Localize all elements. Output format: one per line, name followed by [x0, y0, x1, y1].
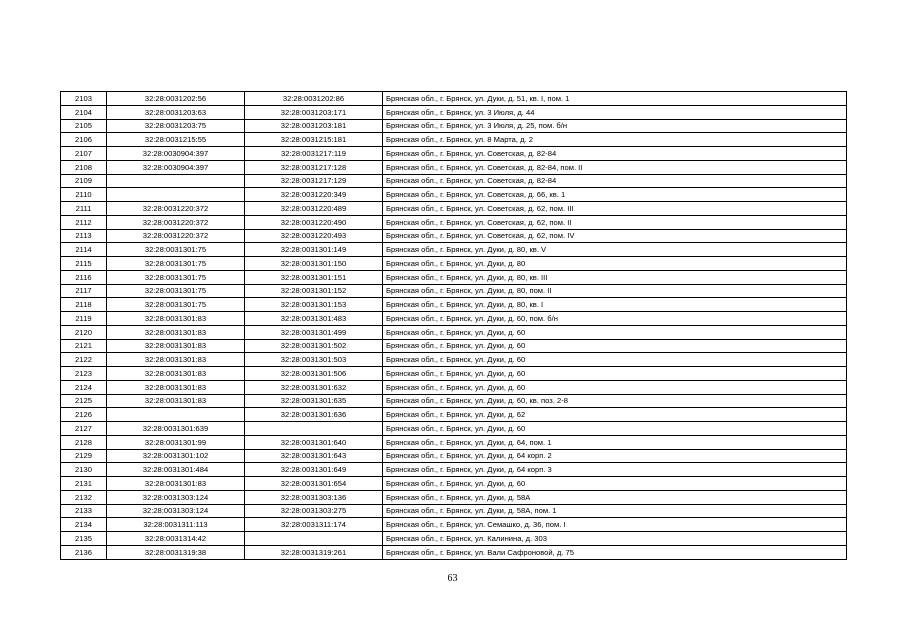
land-cadastral-number-cell: 32:28:0031220:372 — [107, 202, 245, 216]
row-number-cell: 2136 — [61, 545, 107, 559]
table-row — [61, 449, 847, 463]
land-cadastral-number-cell: 32:28:0031301:99 — [107, 435, 245, 449]
object-cadastral-number-cell: 32:28:0031301:149 — [245, 243, 383, 257]
table-row — [61, 545, 847, 559]
address-cell: Брянская обл., г. Брянск, ул. Дуки, д. 60, пом. б/н — [383, 312, 847, 326]
address-cell: Брянская обл., г. Брянск, ул. Дуки, д. 58А — [383, 490, 847, 504]
row-number-cell: 2134 — [61, 518, 107, 532]
land-cadastral-number-cell: 32:28:0031301:639 — [107, 422, 245, 436]
land-cadastral-number-cell — [107, 188, 245, 202]
cadastral-table — [60, 91, 847, 560]
object-cadastral-number-cell: 32:28:0031217:128 — [245, 160, 383, 174]
address-cell: Брянская обл., г. Брянск, ул. Вали Сафроновой, д. 75 — [383, 545, 847, 559]
object-cadastral-number-cell: 32:28:0031301:654 — [245, 477, 383, 491]
address-cell: Брянская обл., г. Брянск, ул. Дуки, д. 60 — [383, 422, 847, 436]
object-cadastral-number-cell: 32:28:0031301:151 — [245, 270, 383, 284]
address-cell: Брянская обл., г. Брянск, ул. Дуки, д. 60 — [383, 353, 847, 367]
address-cell: Брянская обл., г. Брянск, ул. Дуки, д. 64 корп. 2 — [383, 449, 847, 463]
row-number-cell: 2124 — [61, 380, 107, 394]
object-cadastral-number-cell: 32:28:0031301:649 — [245, 463, 383, 477]
address-cell: Брянская обл., г. Брянск, ул. Советская, д. 62, пом. III — [383, 202, 847, 216]
land-cadastral-number-cell: 32:28:0031301:484 — [107, 463, 245, 477]
table-row — [61, 490, 847, 504]
object-cadastral-number-cell: 32:28:0031301:506 — [245, 367, 383, 381]
address-cell: Брянская обл., г. Брянск, ул. Дуки, д. 60 — [383, 339, 847, 353]
land-cadastral-number-cell: 32:28:0031301:83 — [107, 353, 245, 367]
address-cell: Брянская обл., г. Брянск, ул. Дуки, д. 64, пом. 1 — [383, 435, 847, 449]
table-row — [61, 380, 847, 394]
table-body — [61, 92, 847, 560]
address-cell: Брянская обл., г. Брянск, ул. Дуки, д. 62 — [383, 408, 847, 422]
object-cadastral-number-cell: 32:28:0031203:181 — [245, 119, 383, 133]
object-cadastral-number-cell: 32:28:0031301:643 — [245, 449, 383, 463]
row-number-cell: 2135 — [61, 532, 107, 546]
object-cadastral-number-cell: 32:28:0031301:483 — [245, 312, 383, 326]
address-cell: Брянская обл., г. Брянск, ул. Дуки, д. 80, пом. II — [383, 284, 847, 298]
object-cadastral-number-cell: 32:28:0031215:181 — [245, 133, 383, 147]
row-number-cell: 2128 — [61, 435, 107, 449]
address-cell: Брянская обл., г. Брянск, ул. Дуки, д. 60, кв. поз. 2-8 — [383, 394, 847, 408]
table-row — [61, 312, 847, 326]
object-cadastral-number-cell: 32:28:0031301:636 — [245, 408, 383, 422]
table-row — [61, 270, 847, 284]
address-cell: Брянская обл., г. Брянск, ул. Дуки, д. 60 — [383, 325, 847, 339]
land-cadastral-number-cell: 32:28:0031301:83 — [107, 367, 245, 381]
table-row — [61, 325, 847, 339]
page-number: 63 — [447, 573, 458, 584]
address-cell: Брянская обл., г. Брянск, ул. Калинина, д. 303 — [383, 532, 847, 546]
object-cadastral-number-cell: 32:28:0031303:136 — [245, 490, 383, 504]
table-row — [61, 257, 847, 271]
address-cell: Брянская обл., г. Брянск, ул. Советская, д. 66, кв. 1 — [383, 188, 847, 202]
object-cadastral-number-cell: 32:28:0031301:499 — [245, 325, 383, 339]
object-cadastral-number-cell: 32:28:0031301:503 — [245, 353, 383, 367]
table-row — [61, 160, 847, 174]
land-cadastral-number-cell: 32:28:0031220:372 — [107, 229, 245, 243]
table-row — [61, 133, 847, 147]
table-row — [61, 435, 847, 449]
land-cadastral-number-cell: 32:28:0031301:75 — [107, 257, 245, 271]
row-number-cell: 2104 — [61, 105, 107, 119]
object-cadastral-number-cell: 32:28:0031301:153 — [245, 298, 383, 312]
row-number-cell: 2109 — [61, 174, 107, 188]
land-cadastral-number-cell: 32:28:0031319:38 — [107, 545, 245, 559]
address-cell: Брянская обл., г. Брянск, ул. Дуки, д. 60 — [383, 477, 847, 491]
object-cadastral-number-cell: 32:28:0031301:150 — [245, 257, 383, 271]
object-cadastral-number-cell: 32:28:0031319:261 — [245, 545, 383, 559]
land-cadastral-number-cell: 32:28:0031301:102 — [107, 449, 245, 463]
row-number-cell: 2110 — [61, 188, 107, 202]
land-cadastral-number-cell: 32:28:0031301:75 — [107, 284, 245, 298]
row-number-cell: 2114 — [61, 243, 107, 257]
object-cadastral-number-cell: 32:28:0031311:174 — [245, 518, 383, 532]
table-row — [61, 229, 847, 243]
address-cell: Брянская обл., г. Брянск, ул. Дуки, д. 80, кв. V — [383, 243, 847, 257]
row-number-cell: 2106 — [61, 133, 107, 147]
table-row — [61, 394, 847, 408]
table-row — [61, 284, 847, 298]
land-cadastral-number-cell: 32:28:0031202:56 — [107, 92, 245, 106]
row-number-cell: 2112 — [61, 215, 107, 229]
land-cadastral-number-cell: 32:28:0031215:55 — [107, 133, 245, 147]
land-cadastral-number-cell: 32:28:0031303:124 — [107, 504, 245, 518]
table-row — [61, 532, 847, 546]
address-cell: Брянская обл., г. Брянск, ул. Дуки, д. 80 — [383, 257, 847, 271]
object-cadastral-number-cell — [245, 422, 383, 436]
land-cadastral-number-cell: 32:28:0031301:83 — [107, 325, 245, 339]
object-cadastral-number-cell: 32:28:0031202:86 — [245, 92, 383, 106]
row-number-cell: 2123 — [61, 367, 107, 381]
land-cadastral-number-cell: 32:28:0031301:83 — [107, 477, 245, 491]
table-row — [61, 477, 847, 491]
row-number-cell: 2113 — [61, 229, 107, 243]
row-number-cell: 2103 — [61, 92, 107, 106]
address-cell: Брянская обл., г. Брянск, ул. Советская, д. 82-84 — [383, 174, 847, 188]
land-cadastral-number-cell: 32:28:0031303:124 — [107, 490, 245, 504]
row-number-cell: 2108 — [61, 160, 107, 174]
row-number-cell: 2117 — [61, 284, 107, 298]
row-number-cell: 2126 — [61, 408, 107, 422]
object-cadastral-number-cell — [245, 532, 383, 546]
table-row — [61, 367, 847, 381]
table-row — [61, 518, 847, 532]
address-cell: Брянская обл., г. Брянск, ул. Дуки, д. 51, кв. I, пом. 1 — [383, 92, 847, 106]
address-cell: Брянская обл., г. Брянск, ул. Дуки, д. 60 — [383, 367, 847, 381]
address-cell: Брянская обл., г. Брянск, ул. 3 Июля, д. 25, пом. б/н — [383, 119, 847, 133]
address-cell: Брянская обл., г. Брянск, ул. Советская, д. 82-84 — [383, 147, 847, 161]
row-number-cell: 2118 — [61, 298, 107, 312]
object-cadastral-number-cell: 32:28:0031217:129 — [245, 174, 383, 188]
land-cadastral-number-cell: 32:28:0030904:397 — [107, 160, 245, 174]
row-number-cell: 2119 — [61, 312, 107, 326]
table-row — [61, 174, 847, 188]
land-cadastral-number-cell: 32:28:0030904:397 — [107, 147, 245, 161]
address-cell: Брянская обл., г. Брянск, ул. Дуки, д. 58А, пом. 1 — [383, 504, 847, 518]
address-cell: Брянская обл., г. Брянск, ул. 8 Марта, д. 2 — [383, 133, 847, 147]
land-cadastral-number-cell: 32:28:0031301:75 — [107, 243, 245, 257]
table-row — [61, 202, 847, 216]
table-row — [61, 243, 847, 257]
table-row — [61, 298, 847, 312]
address-cell: Брянская обл., г. Брянск, ул. Советская, д. 82-84, пом. II — [383, 160, 847, 174]
table-row — [61, 463, 847, 477]
land-cadastral-number-cell: 32:28:0031301:75 — [107, 298, 245, 312]
row-number-cell: 2121 — [61, 339, 107, 353]
table-row — [61, 147, 847, 161]
row-number-cell: 2115 — [61, 257, 107, 271]
row-number-cell: 2132 — [61, 490, 107, 504]
row-number-cell: 2116 — [61, 270, 107, 284]
object-cadastral-number-cell: 32:28:0031217:119 — [245, 147, 383, 161]
row-number-cell: 2122 — [61, 353, 107, 367]
table-row — [61, 92, 847, 106]
land-cadastral-number-cell: 32:28:0031301:83 — [107, 312, 245, 326]
row-number-cell: 2130 — [61, 463, 107, 477]
table-row — [61, 119, 847, 133]
object-cadastral-number-cell: 32:28:0031220:489 — [245, 202, 383, 216]
object-cadastral-number-cell: 32:28:0031301:635 — [245, 394, 383, 408]
land-cadastral-number-cell: 32:28:0031301:75 — [107, 270, 245, 284]
table-row — [61, 339, 847, 353]
land-cadastral-number-cell: 32:28:0031301:83 — [107, 394, 245, 408]
row-number-cell: 2127 — [61, 422, 107, 436]
land-cadastral-number-cell: 32:28:0031314:42 — [107, 532, 245, 546]
object-cadastral-number-cell: 32:28:0031220:493 — [245, 229, 383, 243]
object-cadastral-number-cell: 32:28:0031301:152 — [245, 284, 383, 298]
object-cadastral-number-cell: 32:28:0031303:275 — [245, 504, 383, 518]
table-row — [61, 353, 847, 367]
address-cell: Брянская обл., г. Брянск, ул. Дуки, д. 80, кв. III — [383, 270, 847, 284]
object-cadastral-number-cell: 32:28:0031301:502 — [245, 339, 383, 353]
table-row — [61, 408, 847, 422]
table-row — [61, 105, 847, 119]
address-cell: Брянская обл., г. Брянск, ул. 3 Июля, д. 44 — [383, 105, 847, 119]
table-row — [61, 504, 847, 518]
land-cadastral-number-cell: 32:28:0031301:83 — [107, 380, 245, 394]
row-number-cell: 2125 — [61, 394, 107, 408]
object-cadastral-number-cell: 32:28:0031203:171 — [245, 105, 383, 119]
address-cell: Брянская обл., г. Брянск, ул. Дуки, д. 64 корп. 3 — [383, 463, 847, 477]
table-row — [61, 188, 847, 202]
object-cadastral-number-cell: 32:28:0031220:349 — [245, 188, 383, 202]
land-cadastral-number-cell: 32:28:0031220:372 — [107, 215, 245, 229]
land-cadastral-number-cell: 32:28:0031301:83 — [107, 339, 245, 353]
row-number-cell: 2129 — [61, 449, 107, 463]
land-cadastral-number-cell — [107, 408, 245, 422]
land-cadastral-number-cell: 32:28:0031203:75 — [107, 119, 245, 133]
address-cell: Брянская обл., г. Брянск, ул. Семашко, д. 36, пом. I — [383, 518, 847, 532]
land-cadastral-number-cell: 32:28:0031311:113 — [107, 518, 245, 532]
object-cadastral-number-cell: 32:28:0031220:490 — [245, 215, 383, 229]
land-cadastral-number-cell: 32:28:0031203:63 — [107, 105, 245, 119]
table-row — [61, 215, 847, 229]
address-cell: Брянская обл., г. Брянск, ул. Советская, д. 62, пом. IV — [383, 229, 847, 243]
object-cadastral-number-cell: 32:28:0031301:640 — [245, 435, 383, 449]
row-number-cell: 2120 — [61, 325, 107, 339]
row-number-cell: 2133 — [61, 504, 107, 518]
row-number-cell: 2107 — [61, 147, 107, 161]
land-cadastral-number-cell — [107, 174, 245, 188]
row-number-cell: 2105 — [61, 119, 107, 133]
object-cadastral-number-cell: 32:28:0031301:632 — [245, 380, 383, 394]
row-number-cell: 2111 — [61, 202, 107, 216]
address-cell: Брянская обл., г. Брянск, ул. Дуки, д. 80, кв. I — [383, 298, 847, 312]
table-row — [61, 422, 847, 436]
address-cell: Брянская обл., г. Брянск, ул. Дуки, д. 60 — [383, 380, 847, 394]
row-number-cell: 2131 — [61, 477, 107, 491]
address-cell: Брянская обл., г. Брянск, ул. Советская, д. 62, пом. II — [383, 215, 847, 229]
